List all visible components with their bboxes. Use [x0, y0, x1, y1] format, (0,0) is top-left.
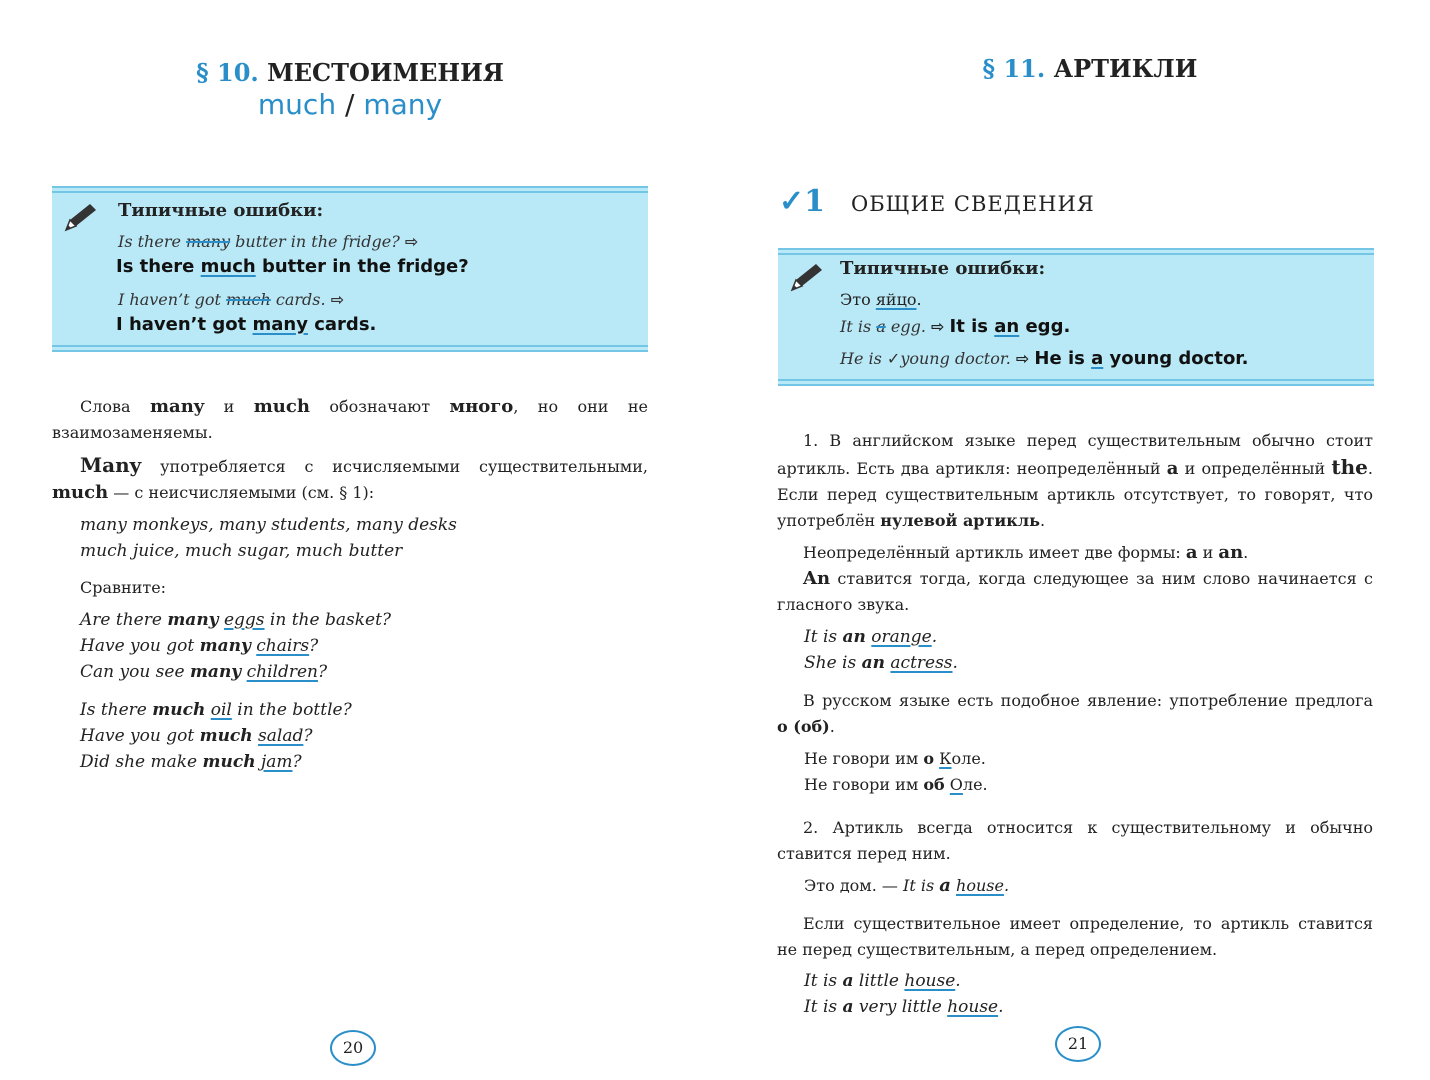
example-line: Это дом. — It is a house.: [804, 875, 1010, 896]
example-line: It is a little house.: [804, 971, 961, 991]
example-line: Не говори им о Коле.: [804, 749, 986, 768]
section-heading: [0, 58, 700, 87]
subheading-much: much: [257, 88, 337, 121]
example-line: It is a very little house.: [804, 997, 1004, 1017]
right-page: [715, 0, 1430, 1080]
corrected-example: I haven’t got many cards.: [116, 314, 377, 335]
error-example: It is a egg. ⇨ It is an egg.: [840, 316, 1071, 337]
section-title: МЕСТОИМЕНИЯ: [267, 58, 504, 87]
pencil-icon: [786, 260, 826, 296]
error-example: Is there many butter in the fridge? ⇨: [118, 232, 419, 251]
example-line: much juice, much sugar, much butter: [80, 541, 403, 561]
box-top-rule: [778, 248, 1374, 250]
compare-label: Сравните:: [80, 578, 167, 597]
pencil-icon: [60, 200, 100, 236]
paragraph: An ставится тогда, когда следующее за ним слово начинается с гласного звука.: [777, 568, 1373, 614]
section-heading: [715, 54, 1430, 83]
paragraph: Many употребляется с исчисляемыми существительными, much — с неисчисляемыми (см. § 1):: [52, 453, 648, 503]
paragraph: 1. В английском языке перед существительным обычно стоит артикль. Есть два артикля: неопределённый a и определённый the. Если перед существительным артикль отсутствует, то говорят, что употреблён нулевой артикль.: [777, 431, 1374, 530]
paragraph: В русском языке есть подобное явление: употребление предлога о (об).: [777, 691, 1373, 736]
subheading-slash: /: [344, 88, 355, 121]
example-line: Can you see many children?: [80, 662, 328, 682]
example-line: Is there much oil in the bottle?: [80, 700, 352, 720]
page-number: 21: [1055, 1026, 1101, 1062]
box-bottom-rule: [52, 350, 648, 352]
check-mark-icon: ✓: [886, 349, 901, 368]
box-top-rule: [52, 186, 648, 188]
paragraph: Слова many и much обозначают много, но они не взаимозаменяемы.: [52, 396, 648, 442]
box-title: Типичные ошибки:: [118, 200, 324, 221]
arrow-icon: ⇨: [1015, 349, 1030, 368]
arrow-icon: ⇨: [931, 317, 945, 336]
box-top-rule: [778, 253, 1374, 255]
section-title: АРТИКЛИ: [1053, 54, 1198, 83]
section-number: § 11.: [982, 54, 1046, 83]
subheading: [0, 88, 700, 121]
typical-errors-box: [52, 186, 648, 352]
page-number: 20: [330, 1030, 376, 1066]
subsection-title: ОБЩИЕ СВЕДЕНИЯ: [851, 192, 1095, 216]
arrow-icon: ⇨: [404, 232, 419, 251]
example-line: Did she make much jam?: [80, 752, 302, 772]
arrow-icon: ⇨: [330, 290, 345, 309]
example-line: Have you got much salad?: [80, 726, 313, 746]
box-bottom-rule: [778, 379, 1374, 381]
box-top-rule: [52, 191, 648, 193]
corrected-example: Is there much butter in the fridge?: [116, 256, 469, 277]
box-bottom-rule: [52, 345, 648, 347]
example-line: She is an actress.: [804, 653, 958, 673]
box-bottom-rule: [778, 384, 1374, 386]
example-line: It is an orange.: [804, 627, 938, 647]
check-icon: ✓1: [779, 184, 826, 219]
error-example: Это яйцо.: [840, 290, 922, 309]
paragraph: Неопределённый артикль имеет две формы: a и an.: [803, 542, 1249, 563]
example-line: Are there many eggs in the basket?: [80, 610, 392, 630]
typical-errors-box: [778, 248, 1374, 386]
example-line: Have you got many chairs?: [80, 636, 319, 656]
example-line: many monkeys, many students, many desks: [80, 515, 457, 535]
example-line: Не говори им об Оле.: [804, 775, 988, 794]
error-example: I haven’t got much cards. ⇨: [118, 290, 345, 309]
section-number: § 10.: [196, 58, 259, 87]
subheading-many: many: [363, 88, 443, 121]
box-title: Типичные ошибки:: [840, 258, 1046, 279]
error-example: He is ✓young doctor. ⇨ He is a young doctor.: [840, 348, 1249, 369]
paragraph: Если существительное имеет определение, то артикль ставится не перед существительным, а перед определением.: [777, 914, 1373, 959]
paragraph: 2. Артикль всегда относится к существительному и обычно ставится перед ним.: [777, 818, 1373, 863]
